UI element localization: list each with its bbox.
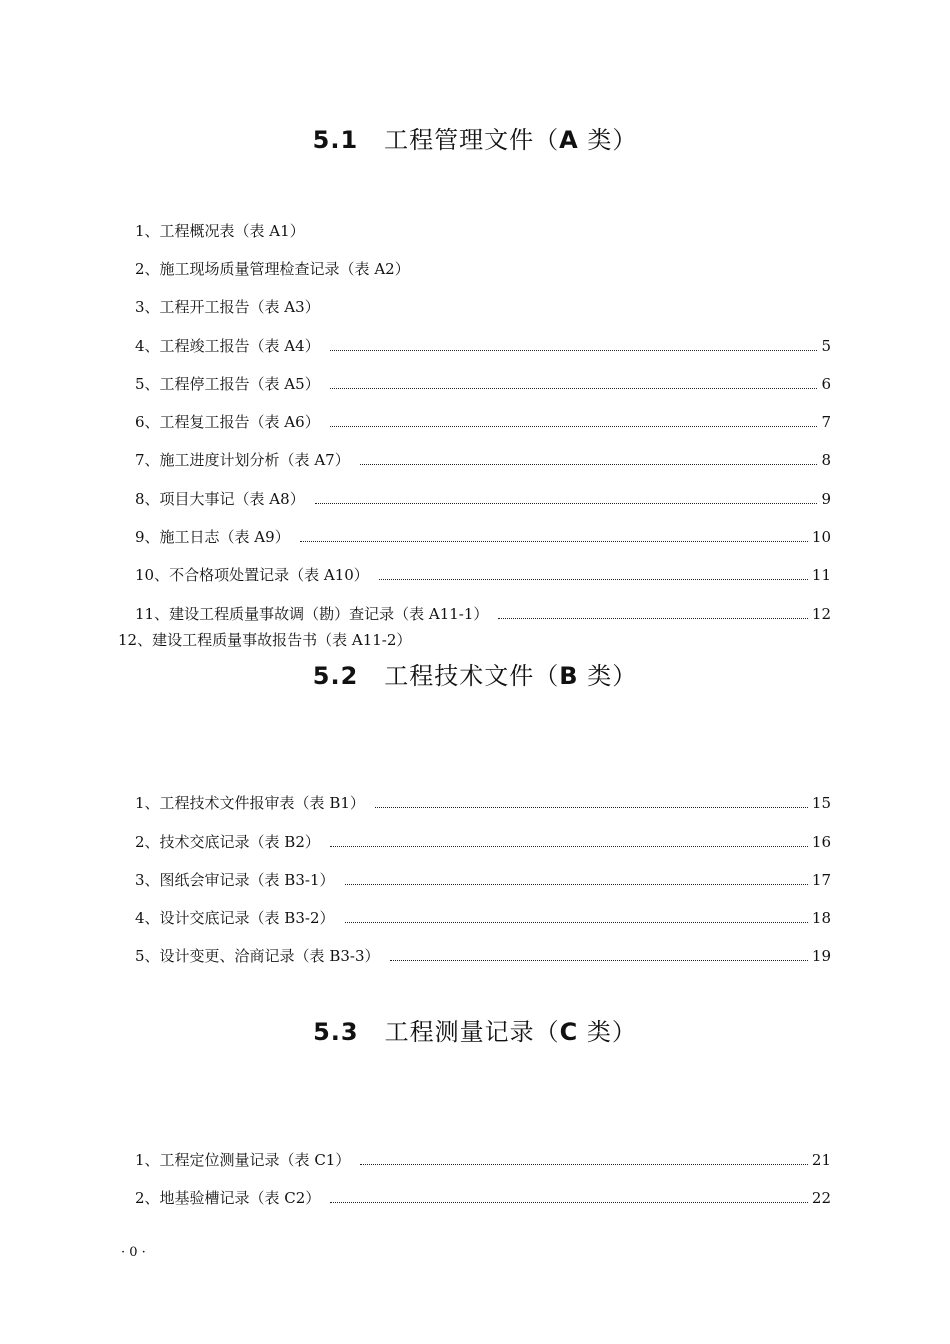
section-number: 5.2 — [312, 662, 359, 690]
toc-page: 5 — [821, 337, 831, 355]
toc-label: 3、图纸会审记录（表 B3-1） — [135, 871, 335, 889]
toc-entry[interactable] — [135, 1149, 831, 1171]
toc-entry[interactable] — [135, 335, 831, 357]
toc-entry[interactable] — [135, 869, 831, 891]
section-tag: B — [559, 662, 579, 690]
toc-page: 21 — [811, 1151, 831, 1169]
toc-entry[interactable] — [135, 449, 831, 471]
toc-label: 10、不合格项处置记录（表 A10） — [135, 566, 369, 584]
toc-page: 19 — [811, 947, 831, 965]
dot-leader — [498, 617, 808, 619]
toc-entry[interactable] — [135, 373, 831, 395]
section-number: 5.3 — [313, 1018, 359, 1046]
toc-entry[interactable] — [135, 907, 831, 929]
section-title: 工程技术文件（ — [384, 662, 560, 690]
toc-entry[interactable] — [135, 220, 831, 242]
toc-label: 8、项目大事记（表 A8） — [135, 490, 305, 508]
toc-entry[interactable] — [135, 603, 831, 625]
toc-label: 4、工程竣工报告（表 A4） — [135, 337, 320, 355]
toc-page: 7 — [821, 413, 831, 431]
toc-page: 22 — [811, 1189, 831, 1207]
toc-page: 12 — [811, 605, 831, 623]
dot-leader — [330, 387, 818, 389]
toc-page: 6 — [821, 375, 831, 393]
toc-entry[interactable] — [135, 945, 831, 967]
dot-leader — [330, 1201, 808, 1203]
dot-leader — [390, 959, 808, 961]
toc-page: 11 — [811, 566, 831, 584]
dot-leader — [345, 883, 808, 885]
toc-page: 9 — [821, 490, 831, 508]
toc-entry[interactable] — [135, 564, 831, 586]
toc-label: 5、工程停工报告（表 A5） — [135, 375, 320, 393]
dot-leader — [330, 845, 808, 847]
toc-label: 3、工程开工报告（表 A3） — [135, 298, 320, 316]
toc-label: 2、技术交底记录（表 B2） — [135, 833, 320, 851]
section-title: 工程测量记录（ — [384, 1018, 560, 1046]
dot-leader — [345, 921, 808, 923]
toc-label: 1、工程定位测量记录（表 C1） — [135, 1151, 351, 1169]
toc-entry[interactable] — [135, 411, 831, 433]
dot-leader — [360, 1163, 808, 1165]
toc-label: 2、施工现场质量管理检查记录（表 A2） — [135, 260, 410, 278]
toc-entry[interactable] — [135, 488, 831, 510]
section-heading-a — [0, 120, 950, 155]
toc-page: 16 — [811, 833, 831, 851]
toc-entry[interactable] — [135, 526, 831, 548]
section-heading-b — [0, 656, 950, 691]
toc-page: 18 — [811, 909, 831, 927]
dot-leader — [315, 502, 818, 504]
toc-label: 2、地基验槽记录（表 C2） — [135, 1189, 321, 1207]
toc-page: 10 — [811, 528, 831, 546]
dot-leader — [330, 349, 818, 351]
toc-label: 1、工程概况表（表 A1） — [135, 222, 305, 240]
section-tag: C — [559, 1018, 579, 1046]
section-suffix: 类） — [578, 662, 638, 690]
toc-label: 7、施工进度计划分析（表 A7） — [135, 451, 350, 469]
toc-entry[interactable] — [135, 1187, 831, 1209]
dot-leader — [330, 425, 818, 427]
toc-page: 8 — [821, 451, 831, 469]
toc-page: 15 — [811, 794, 831, 812]
toc-label: 11、建设工程质量事故调（勘）查记录（表 A11-1） — [135, 605, 489, 623]
toc-label: 1、工程技术文件报审表（表 B1） — [135, 794, 365, 812]
dot-leader — [375, 806, 808, 808]
dot-leader — [379, 578, 808, 580]
page-number-footer: · 0 · — [121, 1245, 146, 1260]
toc-page: 17 — [811, 871, 831, 889]
dot-leader — [360, 463, 818, 465]
toc-entry[interactable] — [118, 629, 814, 651]
section-suffix: 类） — [578, 126, 638, 154]
dot-leader — [300, 540, 808, 542]
toc-entry[interactable] — [135, 831, 831, 853]
section-suffix: 类） — [578, 1018, 637, 1046]
toc-label: 5、设计变更、洽商记录（表 B3-3） — [135, 947, 380, 965]
toc-entry[interactable] — [135, 296, 831, 318]
toc-label: 9、施工日志（表 A9） — [135, 528, 290, 546]
toc-label: 4、设计交底记录（表 B3-2） — [135, 909, 335, 927]
toc-label: 6、工程复工报告（表 A6） — [135, 413, 320, 431]
section-title: 工程管理文件（ — [384, 126, 560, 154]
section-heading-c — [0, 1012, 950, 1047]
section-tag: A — [559, 126, 579, 154]
toc-entry[interactable] — [135, 258, 831, 280]
toc-entry[interactable] — [135, 792, 831, 814]
toc-label: 12、建设工程质量事故报告书（表 A11-2） — [118, 631, 412, 649]
section-number: 5.1 — [312, 126, 359, 154]
